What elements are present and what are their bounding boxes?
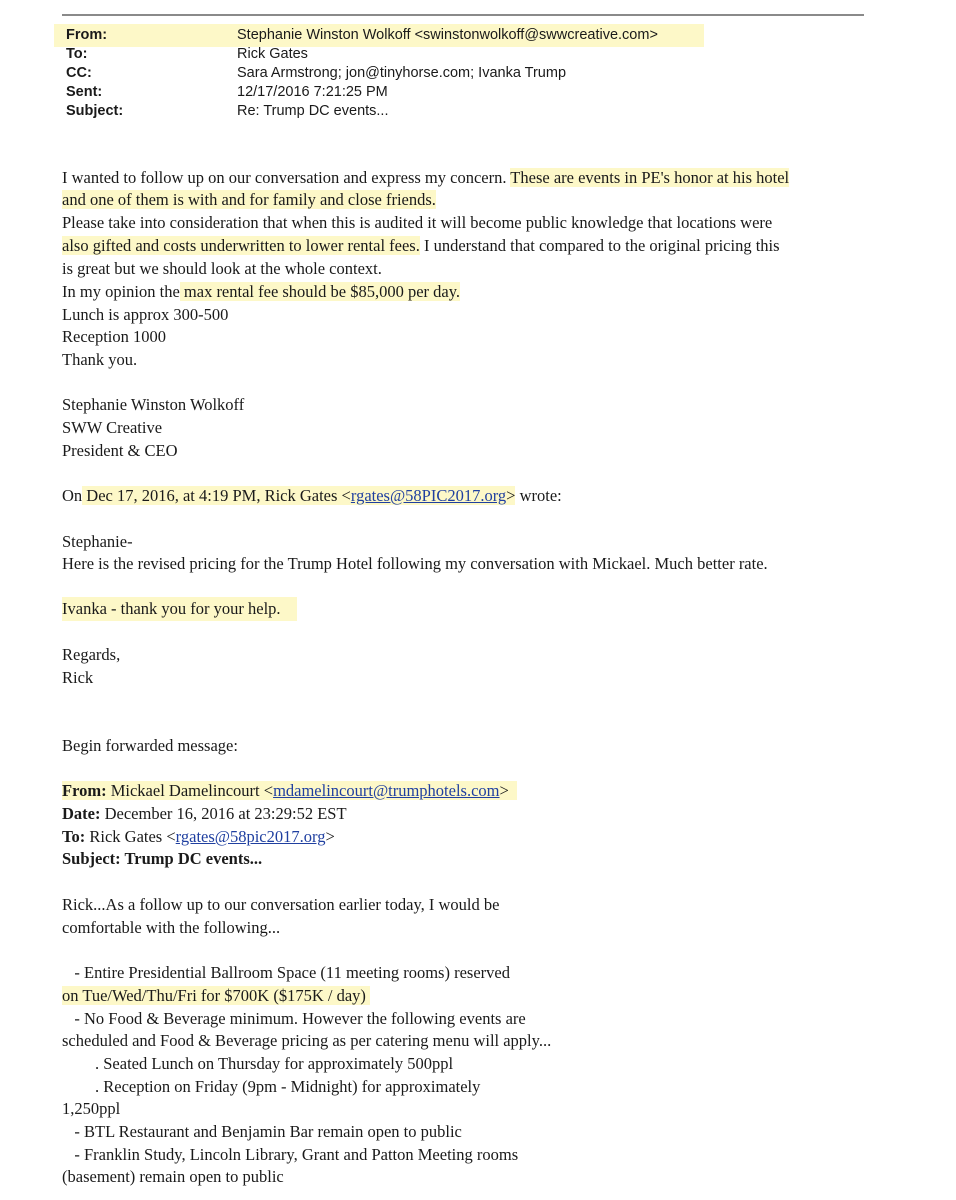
forward-date: [62, 803, 347, 825]
forward-date-label: Date:: [62, 804, 101, 823]
to-label: To:: [66, 46, 88, 62]
forward-item-4a: . Reception on Friday (9pm - Midnight) for approximately: [62, 1077, 481, 1096]
highlighted-text: and one of them is with and for family and close friends.: [62, 190, 436, 209]
cc-value: Sara Armstrong; jon@tinyhorse.com; Ivanka Trump: [237, 65, 567, 81]
highlighted-text: on Tue/Wed/Thu/Fri for $700K ($175K / day): [62, 986, 370, 1005]
quote-intro-date: Dec 17, 2016, at 4:19 PM, Rick Gates <: [82, 486, 351, 505]
forward-item-5: - BTL Restaurant and Benjamin Bar remain open to public: [62, 1122, 462, 1141]
reply-text: I wanted to follow up on our conversation and express my concern.: [62, 168, 507, 187]
subject-label: Subject:: [66, 103, 124, 119]
email-link[interactable]: mdamelincourt@trumphotels.com: [273, 781, 500, 800]
forward-item-1a: - Entire Presidential Ballroom Space (11 meeting rooms) reserved: [62, 963, 510, 982]
forward-body-2: comfortable with the following...: [62, 918, 281, 937]
subject-value: Re: Trump DC events...: [237, 103, 389, 119]
email-link[interactable]: rgates@58pic2017.org: [175, 827, 326, 846]
highlighted-text: These are events in PE's honor at his hotel: [510, 168, 790, 187]
forward-item-6b: (basement) remain open to public: [62, 1167, 284, 1186]
sent-label: Sent:: [66, 84, 103, 100]
top-divider: [62, 14, 864, 16]
forward-from-name: Mickael Damelincourt <: [106, 781, 274, 800]
email-link[interactable]: rgates@58PIC2017.org: [350, 486, 507, 505]
sent-value: 12/17/2016 7:21:25 PM: [237, 84, 388, 100]
cc-label: CC:: [66, 65, 92, 81]
reply-line-1: [62, 167, 789, 189]
reply-line-5: [62, 258, 382, 280]
quote-line-1: Here is the revised pricing for the Trump Hotel following my conversation with Mickael. Much better rate.: [62, 554, 768, 573]
quote-intro-close: >: [506, 486, 516, 505]
reception-line: Reception 1000: [62, 327, 167, 346]
quote-intro: [62, 485, 562, 507]
quote-intro-text: On: [62, 486, 83, 505]
forward-subject: Subject: Trump DC events...: [62, 849, 263, 868]
forward-from-close: >: [499, 781, 509, 800]
forward-to-close: >: [325, 827, 335, 846]
highlighted-text: Ivanka - thank you for your help.: [62, 597, 297, 621]
forward-to: [62, 826, 335, 848]
forward-body-1: Rick...As a follow up to our conversation earlier today, I would be: [62, 895, 500, 914]
forward-item-6a: - Franklin Study, Lincoln Library, Grant and Patton Meeting rooms: [62, 1145, 519, 1164]
reply-line-6: [62, 281, 460, 303]
highlighted-text: [62, 781, 517, 800]
forward-from: [62, 780, 517, 802]
forward-to-label: To:: [62, 827, 86, 846]
highlighted-text: [82, 486, 515, 505]
reply-line-4: [62, 235, 780, 257]
reply-text: In my opinion the: [62, 282, 180, 301]
signature-name: Stephanie Winston Wolkoff: [62, 395, 245, 414]
forward-to-name: Rick Gates <: [85, 827, 176, 846]
forward-from-label: From:: [62, 781, 107, 800]
forward-item-4b: 1,250ppl: [62, 1099, 121, 1118]
highlighted-text: max rental fee should be $85,000 per day.: [179, 282, 461, 301]
signature-title: President & CEO: [62, 441, 178, 460]
forward-date-value: December 16, 2016 at 23:29:52 EST: [100, 804, 347, 823]
forward-item-1b: [62, 985, 370, 1007]
reply-line-2: [62, 189, 436, 211]
forward-item-2b: scheduled and Food & Beverage pricing as per catering menu will apply...: [62, 1031, 552, 1050]
forward-item-2a: - No Food & Beverage minimum. However the following events are: [62, 1009, 526, 1028]
quote-intro-wrote: wrote:: [515, 486, 562, 505]
quote-name: Rick: [62, 668, 94, 687]
to-value: Rick Gates: [237, 46, 308, 62]
reply-text: I understand that compared to the original pricing this: [419, 236, 780, 255]
forward-begin: Begin forwarded message:: [62, 736, 238, 755]
from-value: Stephanie Winston Wolkoff <swinstonwolkoff@swwcreative.com>: [237, 27, 658, 43]
signature-company: SWW Creative: [62, 418, 163, 437]
reply-text: Please take into consideration that when this is audited it will become public knowledge that locations were: [62, 213, 773, 232]
reply-line-3: [62, 212, 772, 234]
reply-text: is great but we should look at the whole context.: [62, 259, 382, 278]
quote-greeting: Stephanie-: [62, 532, 133, 551]
lunch-line: Lunch is approx 300-500: [62, 305, 229, 324]
from-label: From:: [66, 27, 108, 43]
quote-line-2: [62, 598, 297, 620]
highlighted-text: also gifted and costs underwritten to lower rental fees.: [62, 236, 420, 255]
forward-item-3: . Seated Lunch on Thursday for approximately 500ppl: [62, 1054, 454, 1073]
quote-regards: Regards,: [62, 645, 121, 664]
thanks-line: Thank you.: [62, 350, 138, 369]
